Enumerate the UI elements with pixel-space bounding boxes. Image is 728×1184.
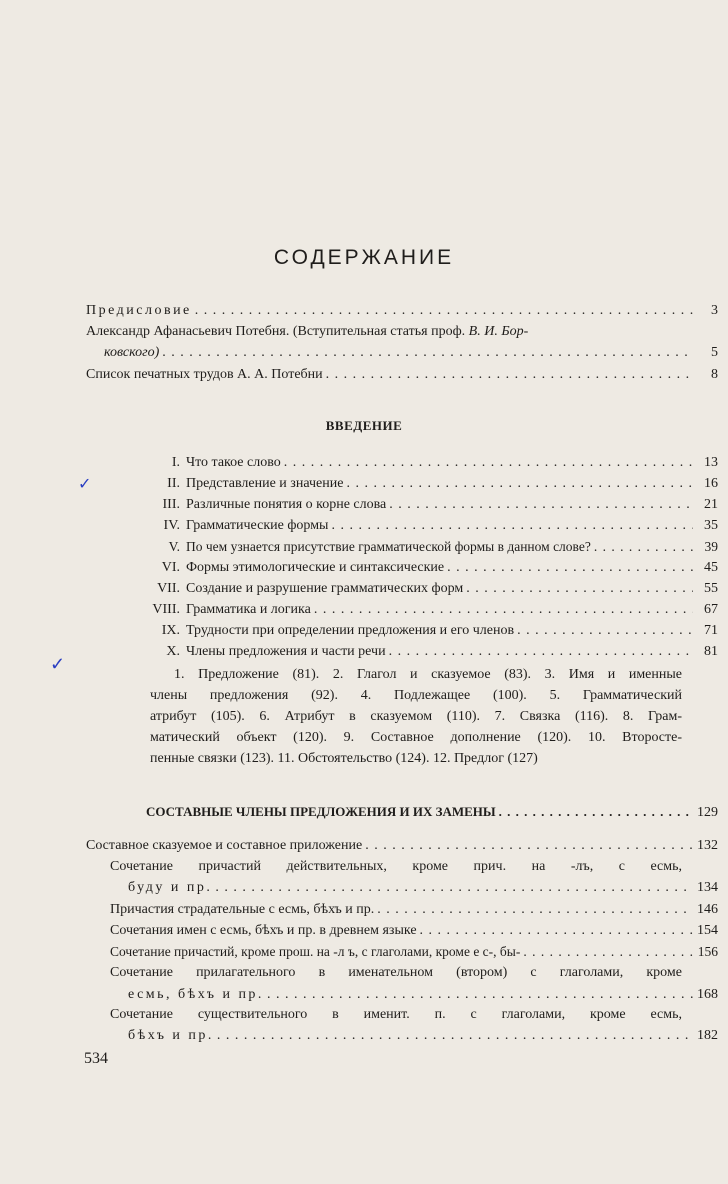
dot-leader xyxy=(389,642,693,662)
chapter-title: Грамматические формы xyxy=(186,518,329,533)
toc-page-number: 81 xyxy=(704,644,718,659)
chapter-number: V. xyxy=(168,539,180,554)
toc-subentry-line[interactable]: Сочетание существительного в именит. п. с глаголами, кроме есмь, xyxy=(110,1007,682,1022)
dot-leader xyxy=(314,600,693,620)
toc-chapter[interactable] xyxy=(86,642,718,662)
chapter-title: Различные понятия о корне слова xyxy=(186,497,387,512)
subsection-line: матический объект (120). 9. Составное дополнение (120). 10. Второсте- xyxy=(150,730,682,745)
chapter-title: Представление и значение xyxy=(186,476,344,491)
toc-entry-author: В. И. Бор- xyxy=(468,324,529,339)
toc-page-number: 134 xyxy=(697,880,718,895)
toc-subentry[interactable] xyxy=(110,900,718,920)
toc-entry-potebnya-line2[interactable] xyxy=(104,343,718,363)
dot-leader xyxy=(326,365,693,385)
toc-entry-author-cont: ковского) xyxy=(104,345,160,360)
toc-entry-bibliography[interactable] xyxy=(86,365,718,385)
toc-chapter[interactable] xyxy=(86,474,718,494)
toc-entry-text: есмь, бѣхъ и пр. xyxy=(128,987,264,1002)
dot-leader xyxy=(346,474,693,494)
toc-page-number: 146 xyxy=(697,902,718,917)
toc-entry-compound-predicate[interactable] xyxy=(86,836,718,856)
dot-leader xyxy=(284,453,693,473)
dot-leader xyxy=(466,579,693,599)
toc-page-number: 182 xyxy=(697,1028,718,1043)
subsection-line: члены предложения (92). 4. Подлежащее (100). 5. Грамматический xyxy=(150,688,682,703)
chapter-title: Создание и разрушение грамматических форм xyxy=(186,581,464,596)
dot-leader xyxy=(523,942,693,962)
chapter-title: Члены предложения и части речи xyxy=(186,644,386,659)
toc-subentry[interactable] xyxy=(128,1026,718,1046)
toc-chapter[interactable] xyxy=(86,600,718,620)
toc-subentry[interactable] xyxy=(110,942,718,962)
toc-subentry-line[interactable]: Сочетание причастий действительных, кроме прич. на -лъ, с есмь, xyxy=(110,859,682,874)
toc-page-number: 35 xyxy=(704,518,718,533)
chapter-number: IX. xyxy=(161,623,180,638)
toc-entry-text: Сочетания имен с есмь, бѣхъ и пр. в древнем языке xyxy=(110,923,417,938)
subsection-line: 1. Предложение (81). 2. Глагол и сказуемое (83). 3. Имя и именные xyxy=(174,667,682,682)
toc-page-number: 55 xyxy=(704,581,718,596)
toc-page-number: 129 xyxy=(697,805,718,820)
chapter-title: Грамматика и логика xyxy=(186,602,311,617)
dot-leader xyxy=(594,537,693,557)
subsection-line: атрибут (105). 6. Атрибут в сказуемом (110). 7. Связка (116). 8. Грам- xyxy=(150,709,682,724)
toc-entry-text: Сочетание причастий, кроме прош. на -л ъ, с глаголами, кроме е с-, бы- xyxy=(110,944,521,959)
toc-page-number: 21 xyxy=(704,497,718,512)
dot-leader xyxy=(331,516,693,536)
check-mark-icon: ✓ xyxy=(78,476,92,493)
dot-leader xyxy=(267,985,693,1005)
chapter-subsections xyxy=(150,664,682,769)
chapter-number: VII. xyxy=(157,581,180,596)
toc-page-number: 39 xyxy=(704,539,718,554)
toc-entry-preface[interactable] xyxy=(86,301,718,321)
toc-chapter[interactable] xyxy=(86,453,718,473)
toc-page-number: 168 xyxy=(697,987,718,1002)
dot-leader xyxy=(365,836,693,856)
chapter-number: VIII. xyxy=(152,602,180,617)
toc-entry-text: Составное сказуемое и составное приложение xyxy=(86,838,363,853)
subsection-line: пенные связки (123). 11. Обстоятельство (124). 12. Предлог (127) xyxy=(150,751,538,766)
toc-chapter[interactable] xyxy=(86,558,718,578)
toc-entry-text: буду и пр. xyxy=(128,880,213,895)
toc-entry-text: Причастия страдательные с есмь, бѣхъ и пр. xyxy=(110,902,375,917)
page-title: СОДЕРЖАНИЕ xyxy=(273,246,455,269)
section-heading-intro: ВВЕДЕНИЕ xyxy=(325,418,403,433)
chapter-title: Формы этимологические и синтаксические xyxy=(186,560,445,575)
toc-subentry[interactable] xyxy=(110,921,718,941)
chapter-number: III. xyxy=(162,497,180,512)
toc-entry-potebnya-line1[interactable] xyxy=(86,322,682,342)
toc-chapter[interactable] xyxy=(86,579,718,599)
toc-page-number: 156 xyxy=(697,944,718,959)
chapter-number: II. xyxy=(167,476,180,491)
toc-chapter[interactable] xyxy=(86,621,718,641)
dot-leader xyxy=(517,621,693,641)
dot-leader xyxy=(215,878,693,898)
toc-subentry[interactable] xyxy=(128,985,718,1005)
toc-page-number: 5 xyxy=(711,345,718,360)
chapter-title: Трудности при определении предложения и его членов xyxy=(186,623,515,638)
toc-subentry-line[interactable]: Сочетание прилагательного в именательном (втором) с глаголами, кроме xyxy=(110,965,682,980)
dot-leader xyxy=(389,495,693,515)
toc-page-number: 8 xyxy=(711,367,718,382)
toc-chapter[interactable] xyxy=(86,495,718,515)
section-heading-text: СОСТАВНЫЕ ЧЛЕНЫ ПРЕДЛОЖЕНИЯ И ИХ ЗАМЕНЫ xyxy=(146,804,496,819)
chapter-number: IV. xyxy=(163,518,180,533)
toc-page-number: 132 xyxy=(697,838,718,853)
chapter-number: I. xyxy=(171,455,180,470)
check-mark-icon: ✓ xyxy=(50,654,66,674)
section-heading-compound[interactable] xyxy=(146,802,718,823)
toc-page-number: 71 xyxy=(704,623,718,638)
toc-page-number: 45 xyxy=(704,560,718,575)
toc-subentry[interactable] xyxy=(128,878,718,898)
toc-page-number: 3 xyxy=(711,303,718,318)
chapter-title: Что такое слово xyxy=(186,455,281,470)
page-number: 534 xyxy=(84,1050,108,1067)
toc-page-number: 154 xyxy=(697,923,718,938)
toc-chapter[interactable] xyxy=(86,537,718,557)
dot-leader xyxy=(217,1026,693,1046)
dot-leader xyxy=(447,558,693,578)
toc-entry-text: Александр Афанасьевич Потебня. (Вступительная статья проф. xyxy=(86,324,466,339)
dot-leader xyxy=(195,301,693,321)
dot-leader xyxy=(499,802,693,822)
chapter-number: VI. xyxy=(161,560,180,575)
chapter-title: По чем узнается присутствие грамматической формы в данном слове? xyxy=(186,539,591,554)
dot-leader xyxy=(162,343,693,363)
dot-leader xyxy=(377,900,693,920)
chapter-number: X. xyxy=(166,644,180,659)
toc-page-number: 67 xyxy=(704,602,718,617)
toc-page-number: 16 xyxy=(704,476,718,491)
toc-chapter[interactable] xyxy=(86,516,718,536)
toc-entry-text: бѣхъ и пр. xyxy=(128,1028,214,1043)
dot-leader xyxy=(420,921,693,941)
toc-entry-text: Список печатных трудов А. А. Потебни xyxy=(86,367,323,382)
toc-page-number: 13 xyxy=(704,455,718,470)
toc-entry-text: Предисловие xyxy=(86,303,192,318)
